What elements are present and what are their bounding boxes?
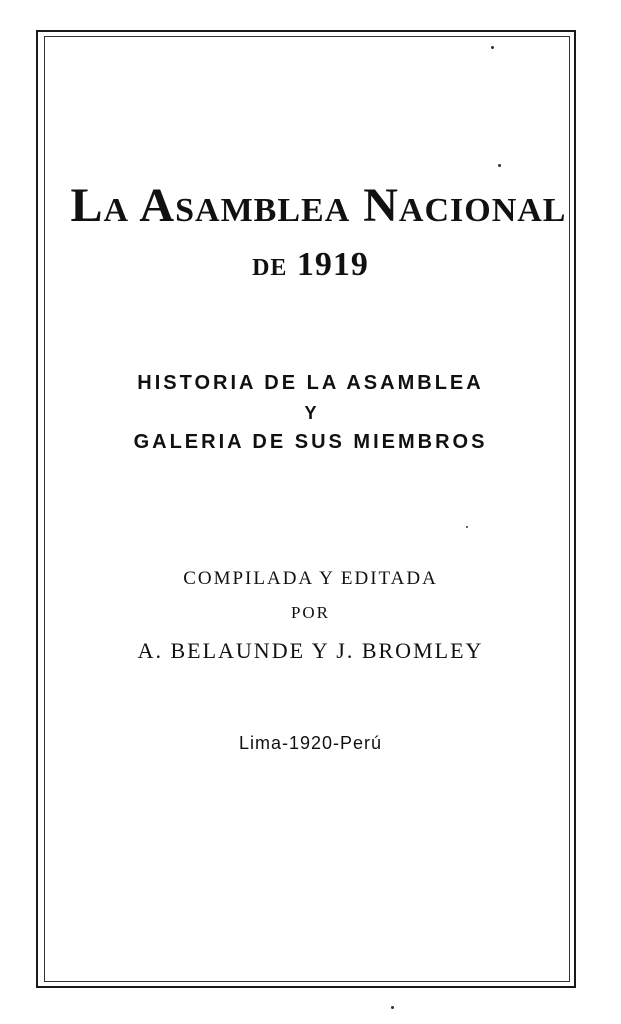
print-speck <box>498 164 501 167</box>
subtitle-line-1: HISTORIA DE LA ASAMBLEA <box>137 372 484 394</box>
subtitle-line-2: Y <box>304 403 317 423</box>
book-title-year: de 1919 <box>252 246 369 283</box>
credit-line-1: COMPILADA Y EDITADA <box>183 568 438 589</box>
imprint: Lima-1920-Perú <box>238 733 383 753</box>
print-speck <box>491 46 494 49</box>
subtitle-line-3: GALERIA DE SUS MIEMBROS <box>133 431 488 453</box>
book-title: La Asamblea Nacional <box>70 179 567 232</box>
print-speck <box>466 526 468 528</box>
credit-authors: A. BELAUNDE Y J. BROMLEY <box>137 638 484 663</box>
print-speck <box>391 1006 394 1009</box>
credit-line-2: POR <box>290 603 331 622</box>
